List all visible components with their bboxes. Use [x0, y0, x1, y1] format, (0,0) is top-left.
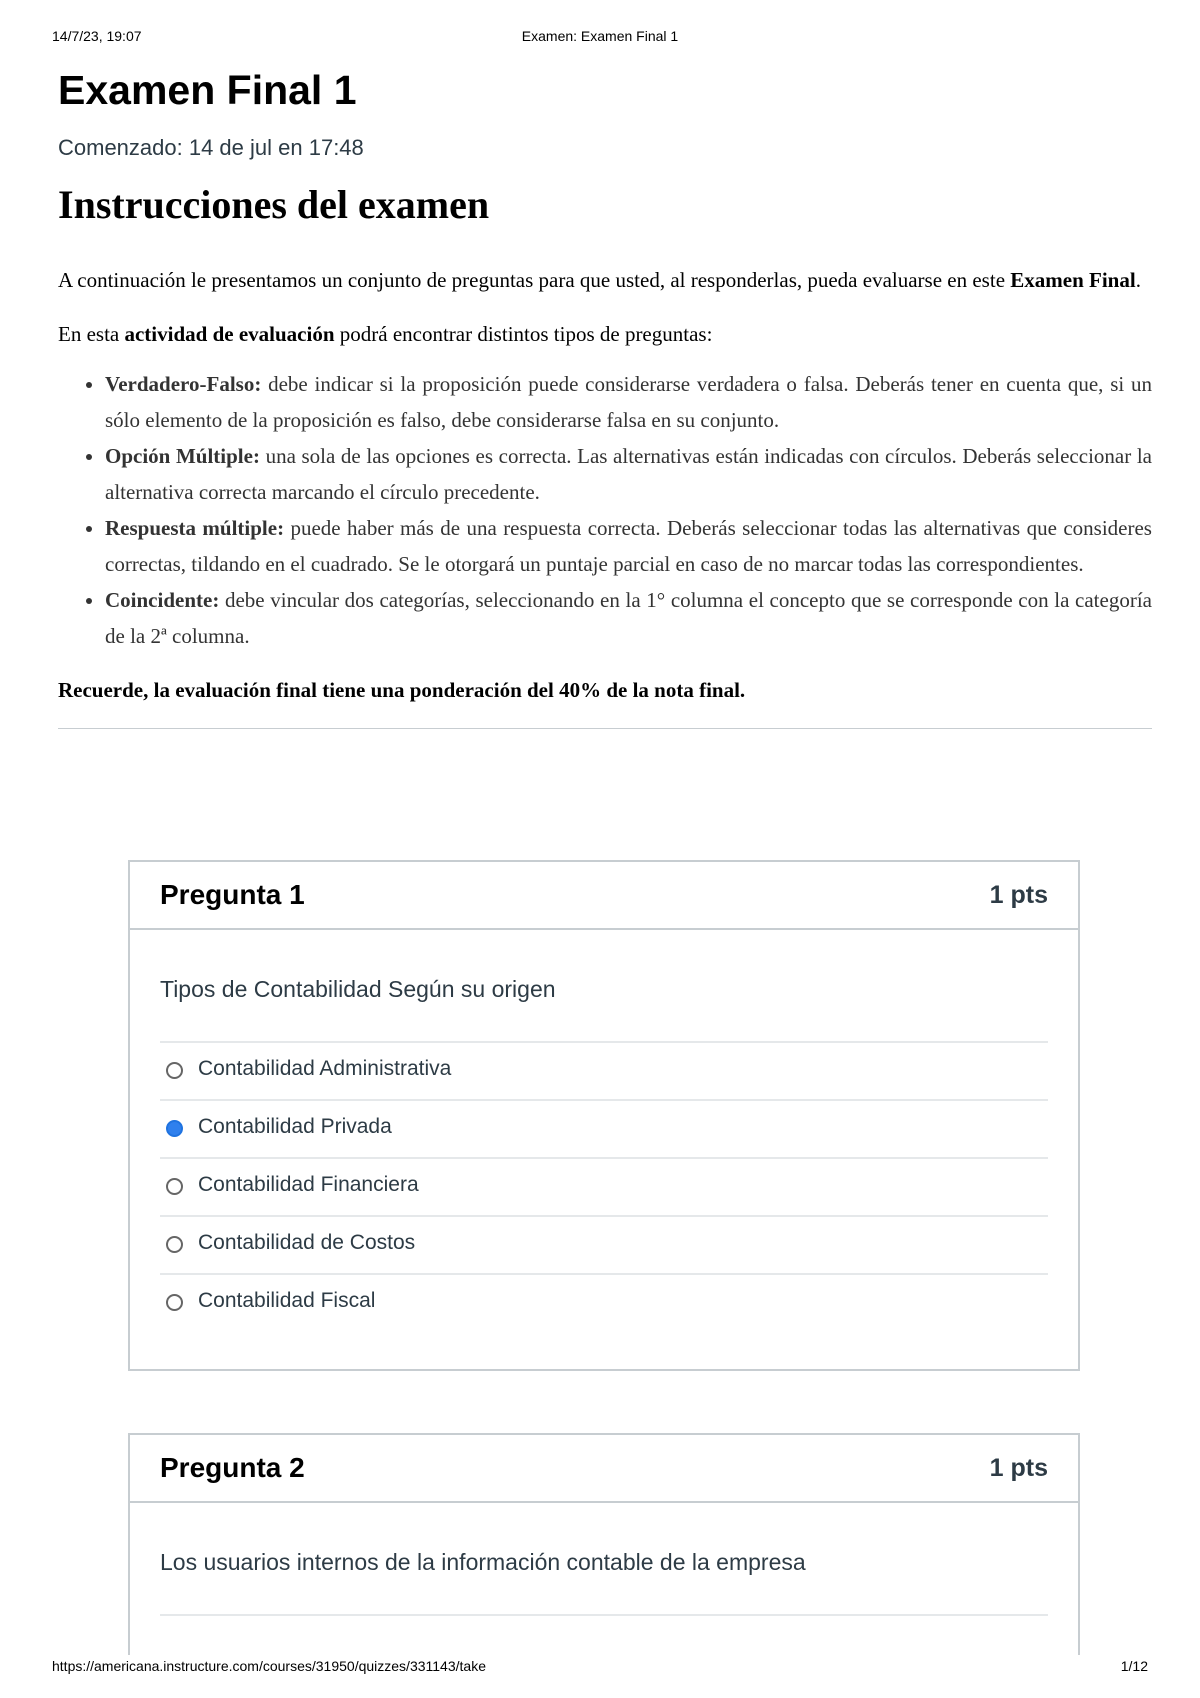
answer-list [160, 1043, 1048, 1331]
quiz-content [58, 62, 1152, 737]
answer-label[interactable]: Contabilidad Administrativa [198, 1057, 452, 1080]
question-name: Pregunta 1 [160, 879, 305, 910]
answer-option[interactable] [160, 1043, 1048, 1101]
question-1 [128, 860, 1080, 1371]
answer-label[interactable]: Contabilidad Financiera [198, 1173, 419, 1196]
section-divider [58, 728, 1152, 729]
instructions-reminder: Recuerde, la evaluación final tiene una ponderación del 40% de la nota final. [58, 678, 746, 702]
print-footer [52, 1658, 1148, 1678]
answer-option[interactable] [160, 1217, 1048, 1275]
radio-button[interactable] [166, 1236, 183, 1253]
answer-label[interactable]: Contabilidad de Costos [198, 1231, 416, 1254]
quiz-started-time: Comenzado: 14 de jul en 17:48 [58, 135, 364, 160]
question-body [130, 930, 1078, 1369]
radio-button[interactable] [166, 1178, 183, 1195]
answer-option[interactable] [160, 1159, 1048, 1217]
question-text: Los usuarios internos de la información contable de la empresa [160, 1503, 1048, 1616]
instructions-body [58, 262, 1152, 708]
question-type-item: • Opción Múltiple: una sola de las opciones es correcta. Las alternativas están indicadas con círculos. Deberás seleccionar la alternativa correcta marcando el círculo precedente. [105, 438, 1152, 510]
instructions-intro: A continuación le presentamos un conjunto de preguntas para que usted, al responderlas, pueda evaluarse en este Examen Final. [58, 268, 1141, 292]
instructions-types-intro: En esta actividad de evaluación podrá encontrar distintos tipos de preguntas: [58, 322, 713, 346]
question-points: 1 pts [989, 1454, 1048, 1482]
radio-button-selected[interactable] [166, 1120, 183, 1137]
answer-label[interactable]: Contabilidad Fiscal [198, 1289, 376, 1312]
answer-option[interactable] [160, 1275, 1048, 1331]
question-2 [128, 1433, 1080, 1655]
question-text: Tipos de Contabilidad Según su origen [160, 930, 1048, 1043]
question-header [130, 1435, 1078, 1503]
print-doc-title: Examen: Examen Final 1 [521, 28, 679, 44]
question-type-item: • Coincidente: debe vincular dos categorías, seleccionando en la 1° columna el concepto que se corresponde con la categoría de la 2ª columna. [105, 582, 1152, 654]
print-datetime: 14/7/23, 19:07 [52, 28, 142, 44]
question-points: 1 pts [989, 881, 1048, 909]
print-header [52, 28, 1148, 48]
print-page-number: 1/12 [1120, 1658, 1148, 1674]
question-header [130, 862, 1078, 930]
radio-button[interactable] [166, 1294, 183, 1311]
radio-button[interactable] [166, 1062, 183, 1079]
print-url: https://americana.instructure.com/courses/31950/quizzes/331143/take [52, 1658, 486, 1674]
question-type-item: • Respuesta múltiple: puede haber más de una respuesta correcta. Deberás seleccionar todas las alternativas que consideres correctas, tildando en el cuadrado. Se le otorgará un puntaje parcial en caso de no marcar todas las correspondientes. [105, 510, 1152, 582]
question-body [130, 1503, 1078, 1616]
question-type-item: • Verdadero-Falso: debe indicar si la proposición puede considerarse verdadera o falsa. Deberás tener en cuenta que, si un sólo elemento de la proposición es falso, debe considerarse falsa en su conjunto. [105, 366, 1152, 438]
answer-option[interactable] [160, 1101, 1048, 1159]
answer-label[interactable]: Contabilidad Privada [198, 1115, 392, 1138]
question-name: Pregunta 2 [160, 1452, 305, 1483]
instructions-title: Instrucciones del examen [58, 182, 490, 227]
quiz-title: Examen Final 1 [58, 67, 357, 113]
question-types-list [58, 366, 1152, 654]
